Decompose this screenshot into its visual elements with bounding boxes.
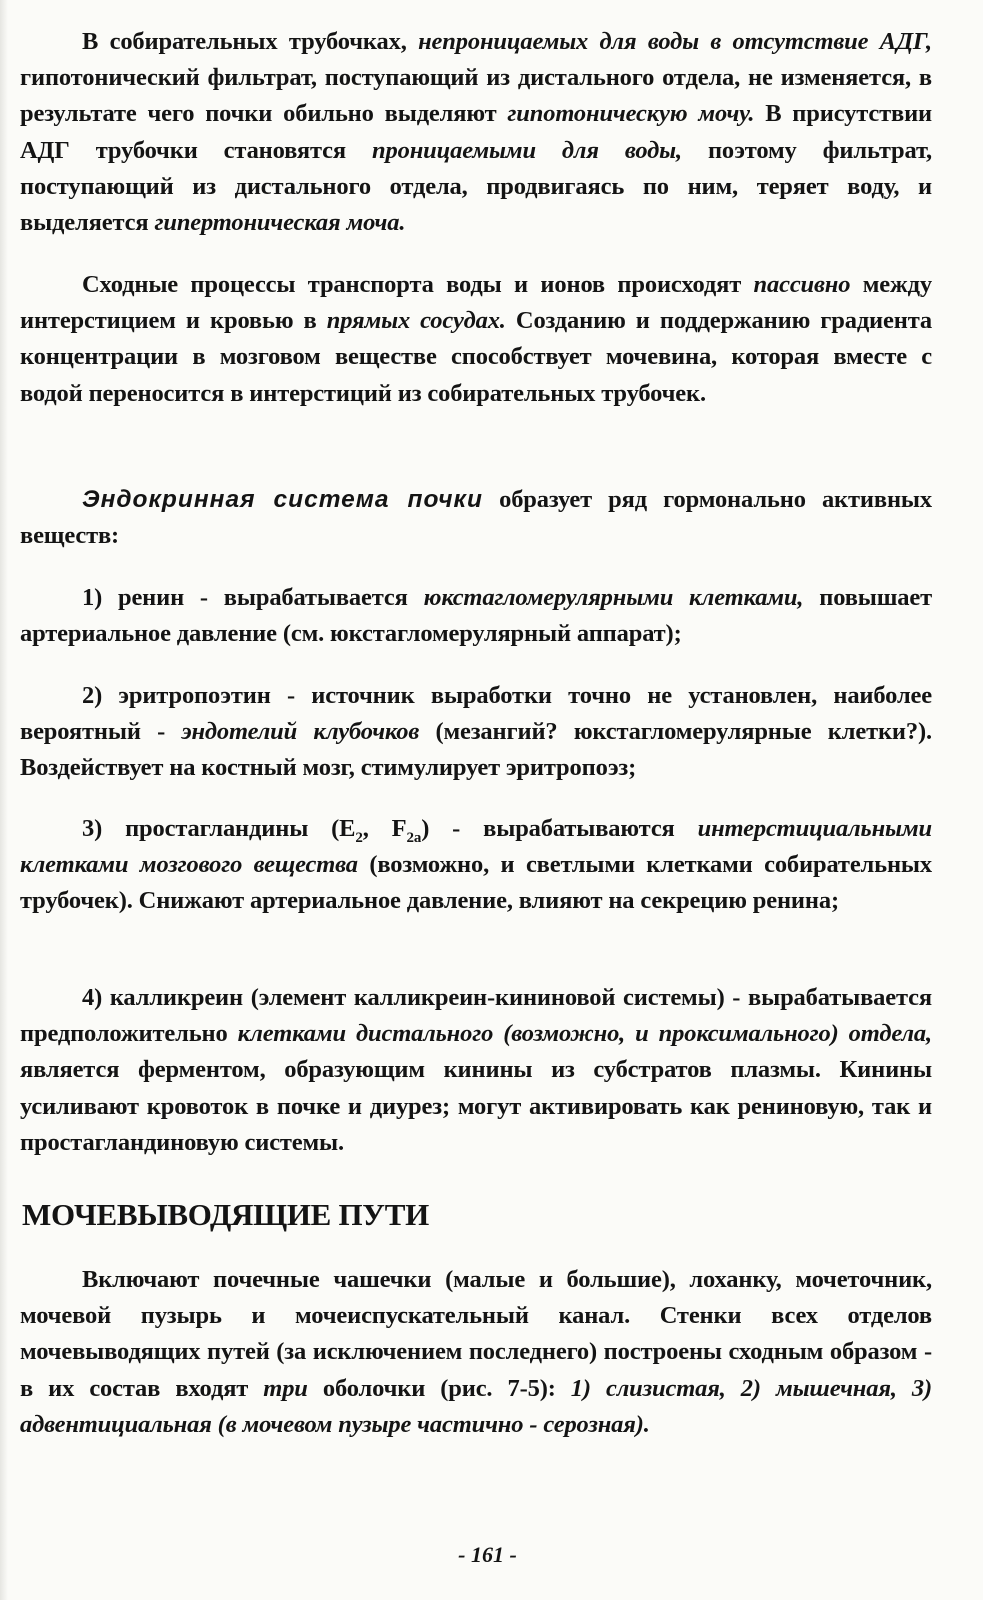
emphasis: непроницаемых для воды в отсутствие АДГ,: [418, 28, 932, 55]
emphasis: гипотоническую мочу.: [507, 100, 755, 128]
paragraph-urinary-tract: Включают почечные чашечки (малые и большие), лоханку, мочеточник, мочевой пузырь и мочеиспускательный канал. Стенки всех отделов мочевыводящих путей (за исключением последнего) построены сходным образом - в их состав входят три оболочки (рис. 7-5): 1) слизистая, 2) мышечная, 3) адвентициальная (в мочевом пузыре частично - серозная).: [20, 1266, 932, 1438]
emphasis: интерстициальными клетками мозгового вещества: [20, 815, 933, 879]
term-endocrine-system: Эндокринная система почки: [82, 486, 483, 513]
emphasis: гипертоническая моча.: [154, 209, 406, 237]
list-item-erythropoietin: 2) эритропоэтин - источник выработки точно не установлен, наиболее вероятный - эндотелий клубочков (мезангий? юкстагломерулярные клетки?). Воздействует на костный мозг, стимулирует эритропоэз;: [20, 682, 932, 782]
emphasis: клетками дистального (возможно, и проксимального) отдела,: [237, 1020, 932, 1048]
section-heading: МОЧЕВЫВОДЯЩИЕ ПУТИ: [22, 1197, 429, 1232]
emphasis: 1) слизистая, 2) мышечная, 3) адвентициальная (в мочевом пузыре частично - серозная).: [20, 1374, 932, 1438]
list-item-kallikrein: 4) калликреин (элемент калликреин-кининовой системы) - вырабатывается предположительно клетками дистального (возможно, и проксимального) отдела, является ферментом, образующим кинины из субстратов плазмы. Кинины усиливают кровоток в почке и диурез; могут активировать как рениновую, так и простагландиновую системы.: [20, 984, 932, 1156]
emphasis: прямых сосудах.: [326, 307, 506, 335]
page-number: - 161 -: [458, 1542, 517, 1567]
emphasis: проницаемыми для воды,: [372, 136, 682, 164]
emphasis: юкстагломерулярными клетками,: [423, 584, 804, 611]
list-item-renin: 1) ренин - вырабатывается юкстагломерулярными клетками, повышает артериальное давление (см. юкстагломерулярный аппарат);: [20, 584, 933, 648]
list-item-prostaglandins: 3) простагландины ($E_2$, $F_{2a}$) - вырабатываются интерстициальными клетками мозгового вещества (возможно, и светлыми клетками собирательных трубочек). Снижают артериальное давление, влияют на секрецию ренина;: [20, 815, 933, 915]
paragraph-water-transport: Сходные процессы транспорта воды и ионов происходят пассивно между интерстицием и кровью в прямых сосудах. Созданию и поддержанию градиента концентрации в мозговом веществе способствует мочевина, которая вместе с водой переносится в интерстиций из собирательных трубочек.: [20, 271, 932, 407]
emphasis: пассивно: [753, 271, 851, 298]
book-page: [20, 12, 955, 1592]
emphasis: эндотелий клубочков: [181, 718, 420, 746]
paragraph-collecting-ducts: В собирательных трубочках, непроницаемых для воды в отсутствие АДГ, гипотонический фильтрат, поступающий из дистального отдела, не изменяется, в результате чего почки обильно выделяют гипотоническую мочу. В присутствии АДГ трубочки становятся проницаемыми для воды, поэтому фильтрат, поступающий из дистального отдела, продвигаясь по ним, теряет воду, и выделяется гипертоническая моча.: [20, 28, 933, 237]
page-scan-edge: [0, 0, 8, 1600]
emphasis: три: [263, 1374, 308, 1402]
paragraph-endocrine-system: Эндокринная система почки образует ряд гормонально активных веществ:: [20, 486, 932, 550]
